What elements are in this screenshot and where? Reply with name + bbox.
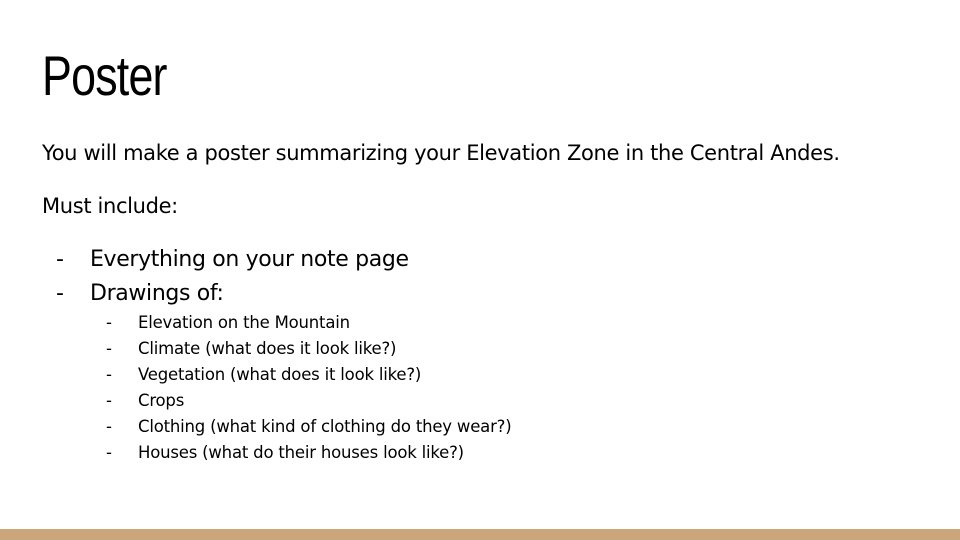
bullet-dash: - [56, 281, 64, 306]
sublist-item-label: Elevation on the Mountain [138, 313, 350, 332]
intro-text: You will make a poster summarizing your Elevation Zone in the Central Andes. [42, 141, 840, 165]
list-item-label: Everything on your note page [90, 247, 409, 272]
bullet-dash: - [106, 417, 112, 436]
footer-accent-bar [0, 529, 960, 540]
sublist-item-label: Climate (what does it look like?) [138, 339, 397, 358]
bullet-dash: - [106, 365, 112, 384]
sublist-item-label: Vegetation (what does it look like?) [138, 365, 422, 384]
sublist-item-label: Houses (what do their houses look like?) [138, 443, 464, 462]
slide-title: Poster [42, 44, 167, 107]
bullet-dash: - [106, 339, 112, 358]
must-include-label: Must include: [42, 194, 178, 218]
bullet-dash: - [106, 443, 112, 462]
bullet-dash: - [106, 313, 112, 332]
sublist-item-label: Crops [138, 391, 185, 410]
bullet-dash: - [56, 247, 64, 272]
bullet-dash: - [106, 391, 112, 410]
sublist-item-label: Clothing (what kind of clothing do they wear?) [138, 417, 512, 436]
list-item-label: Drawings of: [90, 281, 224, 306]
